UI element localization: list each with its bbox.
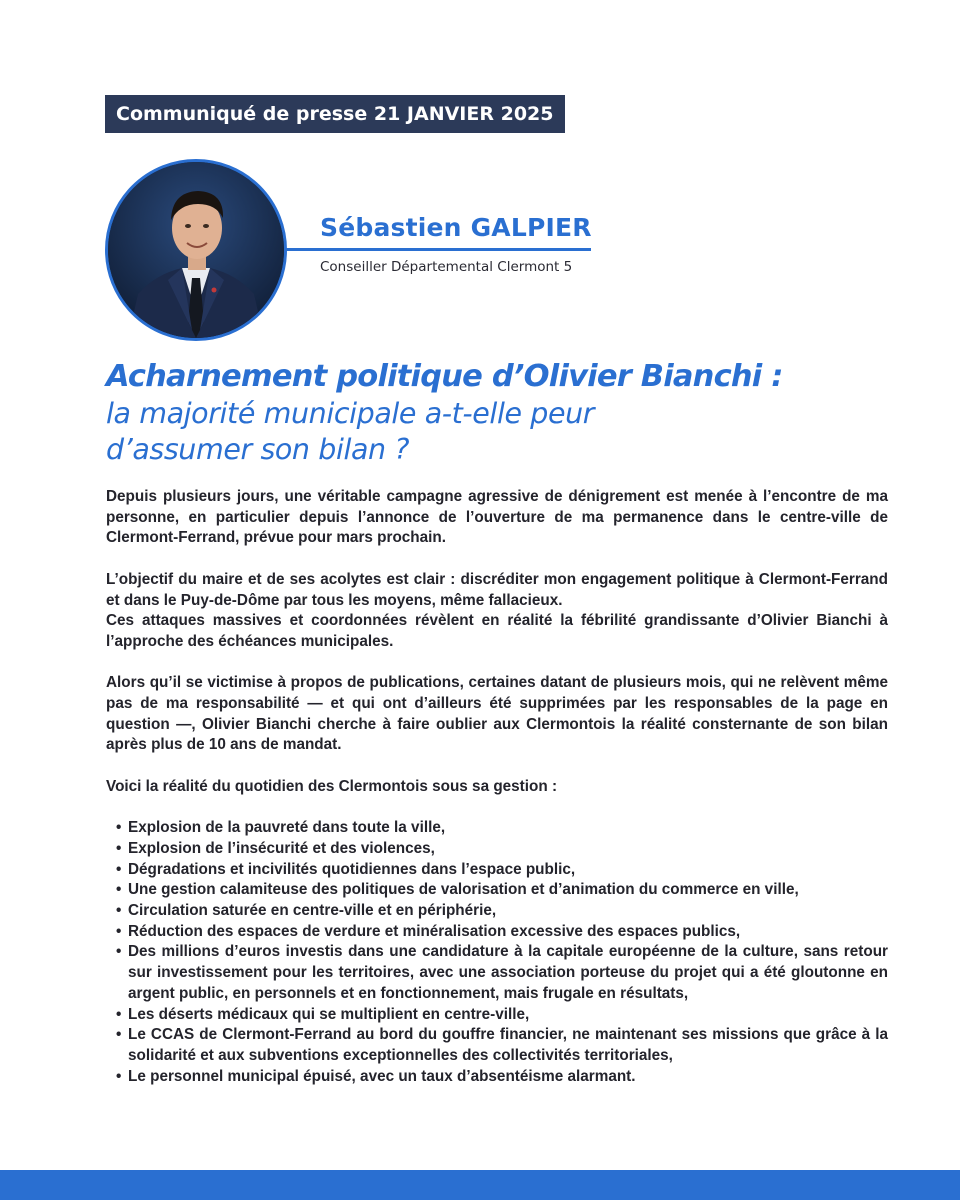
footer-band [0, 1170, 960, 1200]
bullet-icon: • [116, 943, 122, 961]
headline [106, 358, 866, 468]
list-item: • Explosion de la pauvreté dans toute la ville, [116, 818, 888, 839]
list-item: • Des millions d’euros investis dans une candidature à la capitale européenne de la culture, sans retour sur investissement pour les territoires, avec une association porteuse du projet qui a été gloutonne en argent public, en personnels et en fonctionnement, mais frugale en résultats, [116, 943, 888, 1002]
list-item: • Circulation saturée en centre-ville et en périphérie, [116, 901, 888, 922]
headline-line-3: d’assumer son bilan ? [106, 433, 410, 466]
bullet-icon: • [116, 1067, 122, 1085]
list-item: • Le personnel municipal épuisé, avec un taux d’absentéisme alarmant. [116, 1067, 888, 1088]
headline-line-1: Acharnement politique d’Olivier Bianchi : [106, 359, 783, 394]
paragraph-1: Depuis plusieurs jours, une véritable campagne agressive de dénigrement est menée à l’encontre de ma personne, en particulier depuis l’annonce de l’ouverture de ma permanence dans le centre-ville de Clermont-Ferrand, prévue pour mars prochain. [106, 488, 888, 547]
author-portrait [105, 159, 287, 341]
bullet-icon: • [116, 819, 122, 837]
paragraph-2-sentence-1: L’objectif du maire et de ses acolytes est clair : discréditer mon engagement politique à Clermont-Ferrand et dans le Puy-de-Dôme par tous les moyens, même fallacieux. [106, 570, 888, 609]
bullet-icon: • [116, 860, 122, 878]
paragraph-4: Voici la réalité du quotidien des Clermontois sous sa gestion : [106, 777, 558, 795]
headline-line-2: la majorité municipale a-t-elle peur [106, 397, 595, 430]
author-name: Sébastien GALPIER [320, 213, 592, 242]
bullet-icon: • [116, 922, 122, 940]
press-release-body [106, 487, 888, 1087]
press-release-badge: Communiqué de presse 21 JANVIER 2025 [105, 95, 565, 133]
list-item: • Les déserts médicaux qui se multiplient en centre-ville, [116, 1005, 888, 1026]
paragraph-3: Alors qu’il se victimise à propos de publications, certaines datant de plusieurs mois, qui ne relèvent même pas de ma responsabilité — et qui ont d’ailleurs été supprimées par les responsables de la page en question —, Olivier Bianchi cherche à faire oublier aux Clermontois la réalité consternante de son bilan après plus de 10 ans de mandat. [106, 674, 888, 754]
grievance-list [106, 818, 888, 1087]
author-divider [284, 248, 591, 251]
paragraph-2-sentence-2: Ces attaques massives et coordonnées révèlent en réalité la fébrilité grandissante d’Olivier Bianchi à l’approche des échéances municipales. [106, 612, 888, 650]
bullet-icon: • [116, 881, 122, 899]
list-item: • Réduction des espaces de verdure et minéralisation excessive des espaces publics, [116, 922, 888, 943]
list-item: • Dégradations et incivilités quotidiennes dans l’espace public, [116, 860, 888, 881]
list-item: • Explosion de l’insécurité et des violences, [116, 839, 888, 860]
paragraph-2 [106, 570, 888, 653]
bullet-icon: • [116, 902, 122, 919]
bullet-icon: • [116, 1005, 122, 1023]
bullet-icon: • [116, 839, 122, 857]
list-item: • Une gestion calamiteuse des politiques de valorisation et d’animation du commerce en ville, [116, 880, 888, 901]
author-role: Conseiller Départemental Clermont 5 [320, 259, 573, 275]
list-item: • Le CCAS de Clermont-Ferrand au bord du gouffre financier, ne maintenant ses missions que grâce à la solidarité et aux subventions exceptionnelles des collectivités territoriales, [116, 1026, 888, 1064]
bullet-icon: • [116, 1026, 122, 1044]
